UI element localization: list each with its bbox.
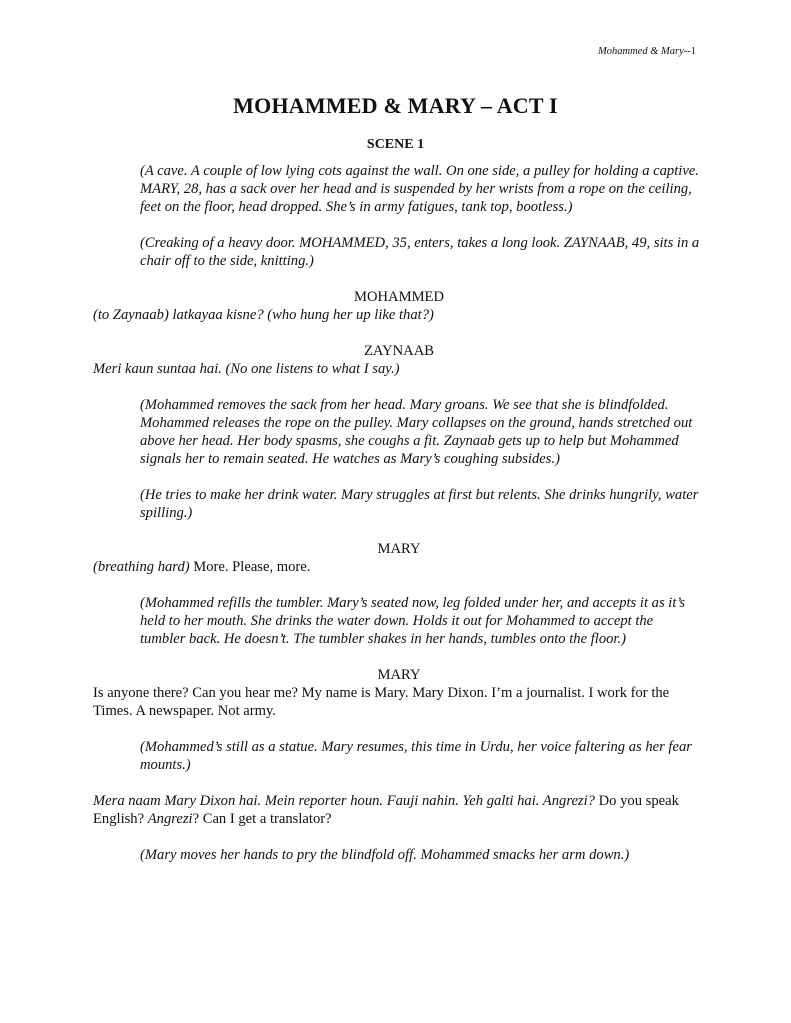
urdu-text: Mera naam Mary Dixon hai. Mein reporter houn. Fauji nahin. Yeh galti hai. Angrezi?	[93, 793, 595, 809]
dialogue-text: More. Please, more.	[189, 559, 311, 575]
scene-heading: SCENE 1	[366, 137, 425, 152]
stage-direction: (He tries to make her drink water. Mary struggles at first but relents. She drinks hungrily, water spilling.)	[140, 487, 699, 521]
stage-direction: (Mary moves her hands to pry the blindfold off. Mohammed smacks her arm down.)	[140, 847, 630, 863]
dialogue-line: (to Zaynaab) latkayaa kisne? (who hung her up like that?)	[93, 307, 434, 323]
running-header	[598, 46, 696, 57]
character-name: MARY	[377, 667, 421, 683]
stage-direction: (Mohammed removes the sack from her head. Mary groans. We see that she is blindfolded. Mohammed releases the rope on the pulley. Mary collapses on the ground, hands stretched out above her head. Her body spasms, she coughs a fit. Zaynaab gets up to help but Mohammed signals her to remain seated. He watches as Mary’s coughing subsides.)	[140, 397, 693, 467]
running-title: Mohammed & Mary--	[598, 46, 691, 57]
dialogue-line	[93, 792, 705, 828]
stage-direction: (Mohammed refills the tumbler. Mary’s seated now, leg folded under her, and accepts it as it’s held to her mouth. She drinks the water down. Holds it out for Mohammed to accept the tumbler back. He doesn’t. The tumbler shakes in her hands, tumbles onto the floor.)	[140, 595, 686, 647]
parenthetical: (breathing hard)	[93, 559, 190, 575]
character-name: ZAYNAAB	[363, 343, 434, 359]
character-name: MOHAMMED	[354, 289, 444, 305]
dialogue-text: ? Can I get a translator?	[192, 811, 332, 827]
script-body	[93, 162, 705, 882]
stage-direction: (Mohammed’s still as a statue. Mary resumes, this time in Urdu, her voice faltering as her fear mounts.)	[140, 739, 692, 773]
dialogue-line	[93, 558, 705, 576]
dialogue-line: Is anyone there? Can you hear me? My name is Mary. Mary Dixon. I’m a journalist. I work for the Times. A newspaper. Not army.	[93, 685, 670, 719]
stage-direction: (Creaking of a heavy door. MOHAMMED, 35, enters, takes a long look. ZAYNAAB, 49, sits in a chair off to the side, knitting.)	[140, 235, 700, 269]
urdu-word: Angrezi	[147, 811, 193, 827]
character-name: MARY	[377, 541, 421, 557]
dialogue-line: Meri kaun suntaa hai. (No one listens to what I say.)	[93, 361, 400, 377]
dialogue-text: Do you speak English?	[93, 793, 679, 827]
play-title: MOHAMMED & MARY – ACT I	[233, 93, 558, 118]
page-number: 1	[690, 46, 696, 57]
stage-direction: (A cave. A couple of low lying cots against the wall. On one side, a pulley for holding a captive. MARY, 28, has a sack over her head and is suspended by her wrists from a rope on the ceiling, feet on the floor, head dropped. She’s in army fatigues, tank top, bootless.)	[140, 163, 699, 215]
